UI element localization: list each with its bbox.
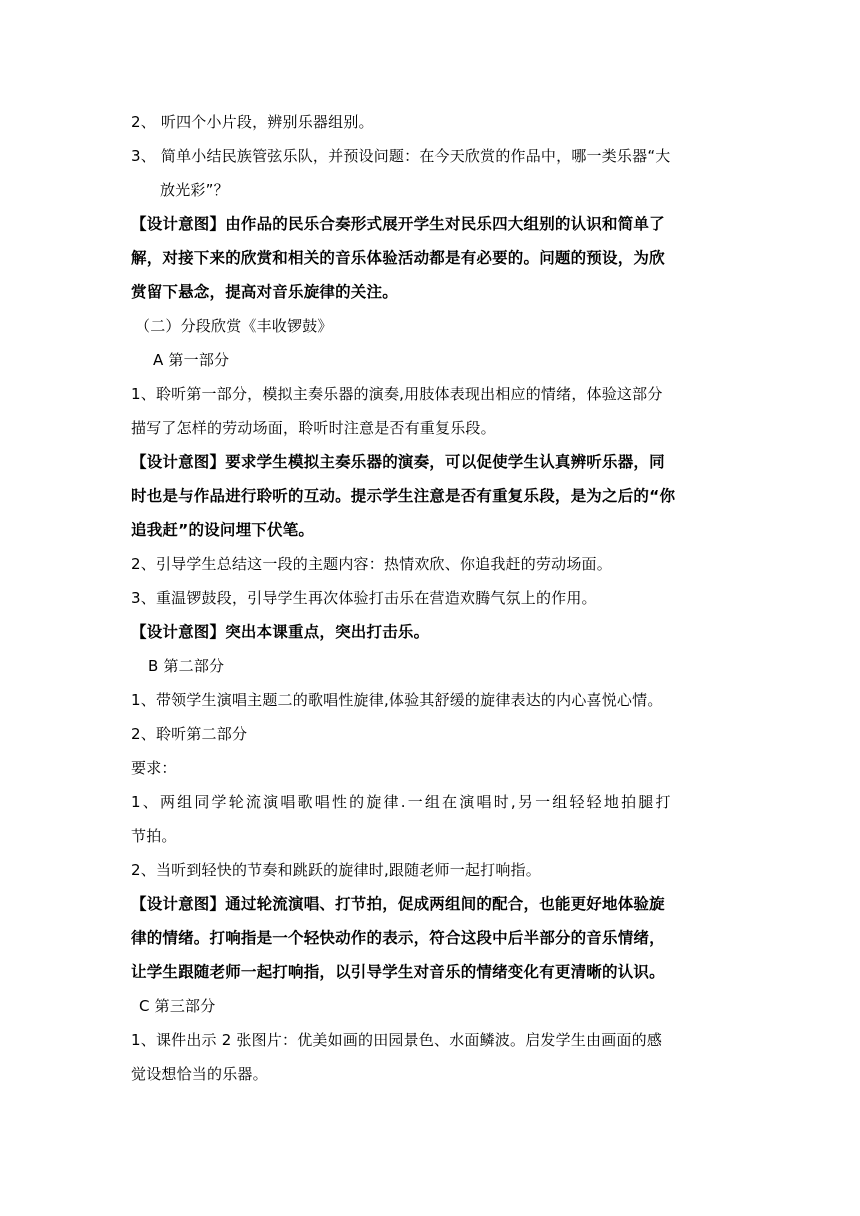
part-c-item-1-line-2: 觉设想恰当的乐器。 [131,1065,268,1083]
design-intent-4-line-2: 律的情绪。打响指是一个轻快动作的表示，符合这段中后半部分的音乐情绪， [131,929,665,947]
part-b-item-2: 2、聆听第二部分 [131,725,248,743]
requirement-1-line-1: 1、两组同学轮流演唱歌唱性的旋律.一组在演唱时,另一组轻轻地拍腿打 [131,793,673,811]
design-intent-3: 【设计意图】突出本课重点，突出打击乐。 [131,623,430,641]
list-item-2-listen: 2、 听四个小片段，辨别乐器组别。 [131,113,374,131]
part-a-item-3: 3、重温锣鼓段，引导学生再次体验打击乐在营造欢腾气氛上的作用。 [131,589,597,607]
design-intent-2-line-2: 时也是与作品进行聆听的互动。提示学生注意是否有重复乐段，是为之后的“你 [131,487,676,505]
design-intent-1-line-2: 解，对接下来的欣赏和相关的音乐体验活动都是有必要的。问题的预设，为欣 [131,249,665,267]
part-c-item-1-line-1: 1、课件出示 2 张图片：优美如画的田园景色、水面鳞波。启发学生由画面的感 [131,1031,663,1049]
part-a-item-1-line-2: 描写了怎样的劳动场面，聆听时注意是否有重复乐段。 [131,419,496,437]
part-c-heading: C 第三部分 [139,997,216,1015]
part-a-heading: A 第一部分 [153,351,230,369]
design-intent-4-line-1: 【设计意图】通过轮流演唱、打节拍，促成两组间的配合，也能更好地体验旋 [131,895,665,913]
part-b-heading: B 第二部分 [148,657,225,675]
requirement-1-line-2: 节拍。 [131,827,177,845]
design-intent-2-line-1: 【设计意图】要求学生模拟主奏乐器的演奏，可以促使学生认真辨听乐器，同 [131,453,665,471]
requirement-2: 2、当听到轻快的节奏和跳跃的旋律时,跟随老师一起打响指。 [131,861,541,879]
part-b-item-1: 1、带领学生演唱主题二的歌唱性旋律,体验其舒缓的旋律表达的内心喜悦心情。 [131,691,663,709]
section-heading-segmented-appreciation: （二）分段欣赏《丰收锣鼓》 [135,317,333,335]
part-a-item-2: 2、引导学生总结这一段的主题内容：热情欢欣、你追我赶的劳动场面。 [131,555,612,573]
design-intent-1-line-1: 【设计意图】由作品的民乐合奏形式展开学生对民乐四大组别的认识和简单了 [131,215,665,233]
design-intent-2-line-3: 追我赶”的设问埋下伏笔。 [131,521,315,539]
design-intent-1-line-3: 赏留下悬念，提高对音乐旋律的关注。 [131,283,398,301]
part-a-item-1-line-1: 1、聆听第一部分，模拟主奏乐器的演奏,用肢体表现出相应的情绪，体验这部分 [131,385,663,403]
list-item-3-continuation: 放光彩”？ [160,181,229,199]
requirements-label: 要求： [131,759,177,777]
list-item-3-summary: 3、 简单小结民族管弦乐队，并预设问题：在今天欣赏的作品中，哪一类乐器“大 [131,147,671,165]
design-intent-4-line-3: 让学生跟随老师一起打响指，以引导学生对音乐的情绪变化有更清晰的认识。 [131,963,665,981]
